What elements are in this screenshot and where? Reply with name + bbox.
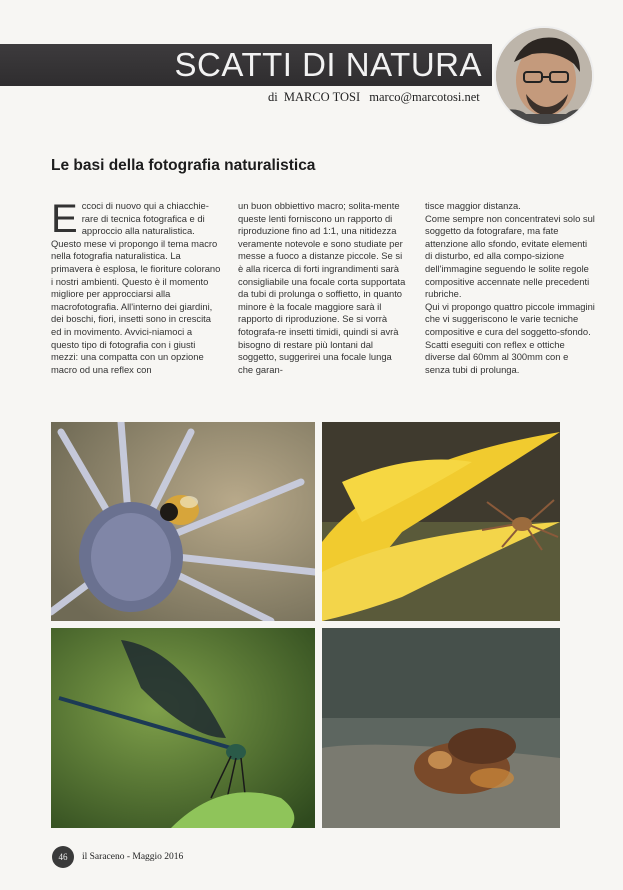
article-column-3 [425,200,595,376]
paragraph: Qui vi propongo quattro piccole immagini che vi suggeriscono le varie tecniche compositive e cura del soggetto-sfondo. Scatti eseguiti con reflex e ottiche diverse dal 60mm al 300mm con e senza tubi di prolunga. [425,300,595,375]
publication-info: il Saraceno - Maggio 2016 [82,852,184,862]
byline [268,90,480,105]
bee-thistle-image [51,422,315,621]
article-column-2 [238,200,408,376]
section-banner [0,44,492,86]
frogs-image [322,628,560,828]
author-avatar [494,26,594,126]
spider-flower-image [322,422,560,621]
author-email[interactable]: marco@marcotosi.net [369,90,480,104]
photo-bee-thistle [51,422,315,621]
damselfly-image [51,628,315,828]
byline-prefix: di [268,90,278,104]
photo-frogs [322,628,560,828]
page-number: 46 [52,846,74,868]
author-portrait-icon [496,28,592,124]
photo-spider-flower [322,422,560,621]
page-footer [52,846,183,868]
drop-cap: E [51,197,78,241]
article-title: Le basi della fotografia naturalistica [51,157,316,174]
paragraph: Come sempre non concentratevi solo sul soggetto da fotografare, ma fate attenzione allo sfondo, evitate elementi di disturbo, ed alla compo-sizione dell'immagine seguendo le solite regole compositive accennate nelle precedenti rubriche. [425,212,595,300]
paragraph: un buon obbiettivo macro; solita-mente queste lenti forniscono un rapporto di riproduzione fino ad 1:1, una nitidezza veramente notevole e sono studiate per messe a fuoco a distanze piccole. Se si è alla ricerca di forti ingrandimenti sarà consigliabile una focale corta supportata da tubi di prolunga o soffietto, in quanto minore è la focale maggiore sarà il rapporto di riproduzione. Se si vorrà fotografa-re insetti timidi, quindi si avrà bisogno di restare più lontani dal soggetto, suggerirei una focale lunga che garan- [238,200,406,375]
article-column-1 [51,197,221,376]
author-name: MARCO TOSI [283,90,361,104]
photo-damselfly [51,628,315,828]
paragraph: tisce maggior distanza. [425,200,521,211]
section-title: SCATTI DI NATURA [174,46,482,83]
paragraph: ccoci di nuovo qui a chiacchie-rare di tecnica fotografica e di approccio alla naturalistica. Questo mese vi propongo il tema macro nella fotografia naturalistica. La primavera è esplosa, le fioriture colorano i nostri ambienti. Questo è il momento migliore per approcciarsi alla macrofotografia. All'interno dei giardini, dei boschi, fiori, insetti sono in crescita ed in movimento. Avvici-niamoci a questo tipo di fotografia con i giusti mezzi: una compatta con un opzione macro od una reflex con [51,200,221,375]
